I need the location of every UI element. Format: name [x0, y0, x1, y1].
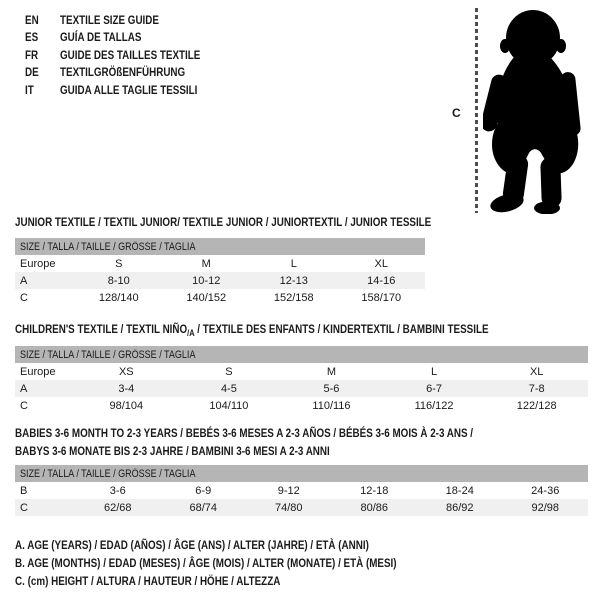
- cell: 74/80: [246, 499, 332, 516]
- junior-size-table: [15, 238, 425, 306]
- language-title: GUÍA DE TALLAS: [60, 30, 142, 45]
- cell: L: [290, 257, 297, 270]
- language-title: GUIDA ALLE TAGLIE TESSILI: [60, 82, 198, 97]
- cell: XS: [118, 365, 134, 378]
- row-label: B: [20, 484, 28, 497]
- table-row: [15, 289, 425, 306]
- children-size-table: [15, 346, 588, 414]
- cell: 10-12: [163, 272, 251, 289]
- table-row: [15, 380, 588, 397]
- language-code: EN: [25, 13, 39, 27]
- cell: 5-6: [280, 380, 383, 397]
- cell: 6-7: [383, 380, 486, 397]
- language-row: [25, 29, 425, 46]
- cell: 14-16: [338, 272, 426, 289]
- cell: 152/158: [273, 291, 314, 304]
- cell: 122/128: [516, 399, 557, 412]
- cell: 98/104: [109, 399, 144, 412]
- table-row: [15, 482, 588, 499]
- babies-size-table: [15, 465, 588, 516]
- row-label: Europe: [20, 257, 56, 270]
- cell: 8-10: [75, 272, 163, 289]
- cell: M: [326, 365, 337, 378]
- cell: M: [201, 257, 211, 270]
- language-code: ES: [25, 30, 39, 45]
- cell: S: [115, 257, 123, 270]
- size-header: SIZE / TALLA / TAILLE / GRÖSSE / TAGLIA: [20, 240, 196, 253]
- cell: 24-36: [531, 484, 560, 497]
- cell: 68/74: [161, 499, 247, 516]
- cell: 3-4: [75, 380, 178, 397]
- junior-section-title: JUNIOR TEXTILE / TEXTIL JUNIOR/ TEXTILE JUNIOR / JUNIORTEXTIL / JUNIOR TESSILE: [15, 215, 432, 229]
- cell: 104/110: [209, 399, 249, 412]
- row-label: C: [15, 499, 75, 516]
- cell: L: [431, 365, 438, 378]
- row-label: C: [20, 399, 28, 412]
- row-label: Europe: [20, 365, 56, 378]
- table-row: [15, 255, 425, 272]
- cell: 80/86: [332, 499, 418, 516]
- cell: 7-8: [485, 380, 588, 397]
- toddler-silhouette-icon: [483, 6, 588, 214]
- cell: 140/152: [186, 291, 227, 304]
- table-header-band: [15, 346, 588, 363]
- nino-a-subscript: /A: [187, 328, 195, 338]
- cell: 62/68: [75, 499, 161, 516]
- footnote-c: C. (cm) HEIGHT / ALTURA / HAUTEUR / HÖHE / ALTEZZA: [15, 573, 281, 588]
- language-title: GUIDE DES TAILLES TEXTILE: [60, 47, 201, 62]
- footnote-b: B. AGE (MONTHS) / EDAD (MESES) / ÂGE (MOIS) / ALTER (MONATE) / ETÀ (MESI): [15, 555, 397, 570]
- cell: 4-5: [178, 380, 281, 397]
- cell: 128/140: [98, 291, 139, 304]
- children-section-title: CHILDREN'S TEXTILE / TEXTIL $NIÑO_{/A}$ / TEXTILE DES ENFANTS / KINDERTEXTIL / BAMBINI TESSILE: [15, 322, 489, 338]
- footnote-a: A. AGE (YEARS) / EDAD (AÑOS) / ÂGE (ANS) / ALTER (JAHRE) / ETÀ (ANNI): [15, 538, 369, 552]
- footnotes: [15, 537, 480, 590]
- table-row: [15, 397, 588, 414]
- cell: XL: [529, 365, 544, 378]
- cell: 18-24: [445, 484, 474, 497]
- language-title: TEXTILE SIZE GUIDE: [60, 13, 159, 27]
- cell: 12-18: [360, 484, 389, 497]
- language-title: TEXTILGRÖßENFÜHRUNG: [60, 65, 186, 80]
- language-code: FR: [25, 47, 39, 62]
- row-label: C: [20, 291, 28, 304]
- babies-section-title: BABIES 3-6 MONTH TO 2-3 YEARS / BEBÉS 3-6 MESES A 2-3 AÑOS / BÉBÉS 3-6 MOIS À 2-3 ANS / BABYS 3-6 MONATE BIS 2-3 JAHRE / BAMBINI 3-6 MESI A 2-3 ANNI: [15, 426, 474, 458]
- height-measure-dotted-line: [475, 8, 478, 213]
- language-row: [25, 47, 425, 64]
- table-row: [15, 499, 588, 516]
- language-row: [25, 12, 425, 29]
- cell: 3-6: [109, 484, 126, 497]
- language-list: [25, 12, 425, 99]
- cell: 92/98: [503, 499, 589, 516]
- cell: 86/92: [417, 499, 503, 516]
- table-row: [15, 363, 588, 380]
- table-header-band: [15, 238, 425, 255]
- size-header: SIZE / TALLA / TAILLE / GRÖSSE / TAGLIA: [20, 467, 196, 480]
- cell: XL: [374, 257, 388, 270]
- cell: S: [225, 365, 233, 378]
- cell: 9-12: [277, 484, 300, 497]
- cell: 12-13: [250, 272, 338, 289]
- cell: 158/170: [361, 291, 402, 304]
- language-code: IT: [25, 82, 34, 97]
- cell: 110/116: [312, 399, 351, 412]
- table-header-band: [15, 465, 588, 482]
- language-row: [25, 82, 425, 99]
- size-header: SIZE / TALLA / TAILLE / GRÖSSE / TAGLIA: [20, 348, 196, 361]
- height-measure-label: C: [452, 106, 461, 120]
- row-label: A: [15, 380, 75, 397]
- cell: 116/122: [414, 399, 454, 412]
- row-label: A: [15, 272, 75, 289]
- cell: 6-9: [195, 484, 212, 497]
- language-row: [25, 64, 425, 81]
- table-row: [15, 272, 425, 289]
- language-code: DE: [25, 65, 39, 80]
